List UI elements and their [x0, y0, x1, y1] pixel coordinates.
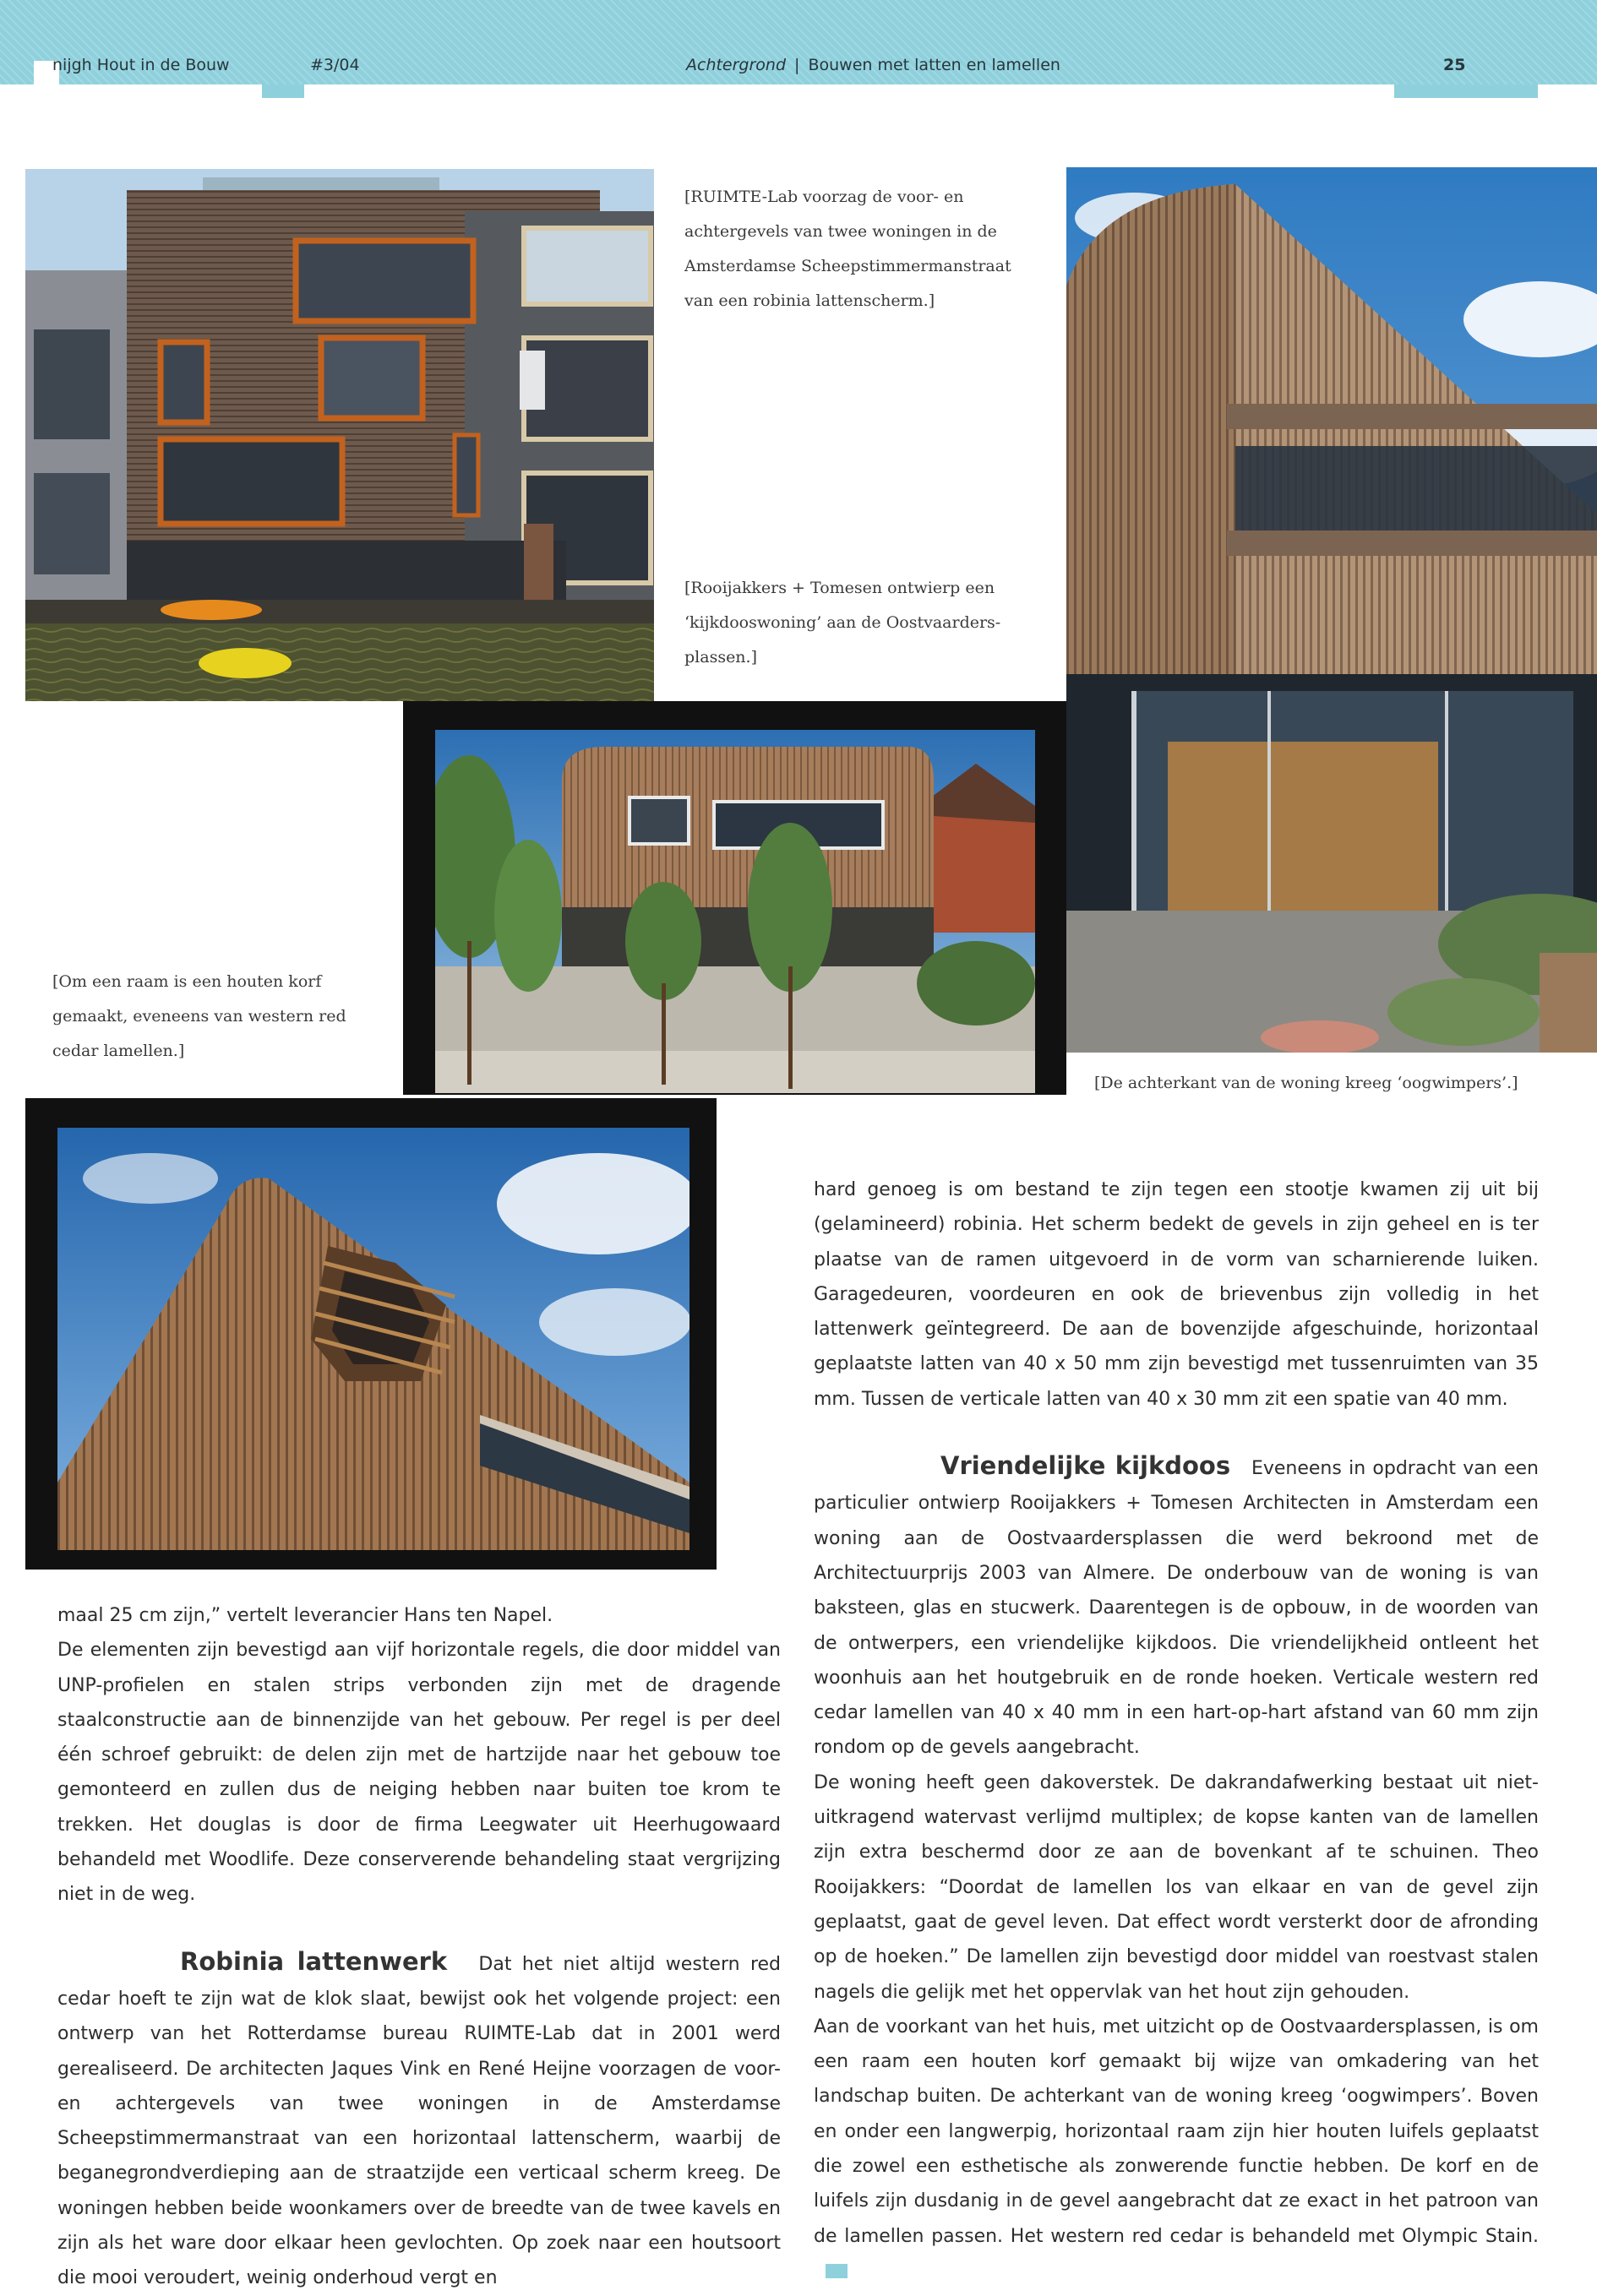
photo-ruimte-lab-houses	[25, 169, 654, 701]
section-label: Achtergrond	[686, 56, 787, 74]
article-end-mark	[826, 2264, 848, 2278]
article-title: Bouwen met latten en lamellen	[808, 56, 1060, 74]
photo-houten-korf	[57, 1128, 689, 1550]
paragraph	[814, 1449, 1539, 1766]
header-tab-right	[1394, 84, 1538, 98]
paragraph: maal 25 cm zijn,” vertelt leverancier Hans ten Napel.	[57, 1605, 553, 1626]
header-tab-left	[262, 84, 304, 98]
paragraph	[57, 1945, 781, 2296]
title-separator: |	[794, 56, 800, 74]
paragraph-text: Eveneens in opdracht van een particulier ontwierp Rooijakkers + Tomesen Architecten in Amsterdam een woning aan de Oostvaardersplassen die werd bekroond met de Architectuurprijs 2003 van Almere. De onderbouw van de woning is van baksteen, glas en stucwerk. Daarentegen is de opbouw, in de woorden van de ontwerpers, een vriendelijke kijkdoos. Die vriendelijkheid ontleent het woonhuis aan het houtgebruik en de ronde hoeken. Verticale western red cedar lamellen van 40 x 40 mm in een hart-op-hart afstand van 60 mm zijn rondom op de gevels aangebracht.	[814, 1458, 1539, 1759]
paragraph-text: Dat het niet altijd western red cedar hoeft te zijn wat de klok slaat, bewijst ook het volgende project: een ontwerp van het Rotterdamse bureau RUIMTE-Lab dat in 2001 werd gerealiseerd. De architecten Jaques Vink en René Heijne voorzagen de voor- en achtergevels van twee woningen in de Amsterdamse Scheepstimmermanstraat van een horizontaal lattenscherm, waarbij de beganegrondverdieping aan de straatzijde een verticaal scherm kreeg. De woningen hebben beide woonkamers over de breedte van de twee kavels en zijn als het ware door elkaar heen gevlochten. Op zoek naar een houtsoort die mooi veroudert, weinig onderhoud vergt en	[57, 1953, 782, 2289]
body-column-right	[814, 1172, 1539, 2288]
photo-kijkdooswoning-facade	[1066, 167, 1597, 1053]
photo-kijkdooswoning-garden	[435, 730, 1035, 1093]
caption-ruimte-lab: [RUIMTE-Lab voorzag de voor- en achtergevels van twee woningen in de Amsterdamse Scheepstimmermanstraat van een robinia lattenscherm.]	[684, 188, 1011, 310]
caption-korf: [Om een raam is een houten korf gemaakt, eveneens van western red cedar lamellen.]	[52, 972, 346, 1060]
paragraph	[814, 2010, 1539, 2288]
paragraph: De elementen zijn bevestigd aan vijf horizontale regels, die door middel van UNP-profielen en stalen strips verbonden zijn met de dragende staalconstructie aan de binnenzijde van het gebouw. Per regel is per deel één schroef gebruikt: de delen zijn met de hartzijde naar het gebouw toe gemonteerd en zullen dus de neiging hebben naar buiten toe krom te trekken. Het douglas is door de firma Leegwater uit Heerhugowaard behandeld met Woodlife. Deze conserverende behandeling staat vergrijzing niet in de weg.	[57, 1640, 781, 1906]
subheading-kijkdoos: Vriendelijke kijkdoos	[940, 1451, 1231, 1481]
running-title	[686, 56, 1060, 74]
paragraph: De woning heeft geen dakoverstek. De dakrandafwerking bestaat uit niet-uitkragend watervast verlijmd multiplex; de kopse kanten van de lamellen zijn extra beschermd door ze aan de bovenkant af te schuinen. Theo Rooijakkers: “Doordat de lamellen los van elkaar en van de gevel zijn geplaatst, gaat de gevel leven. Dat effect wordt versterkt door de afronding op de hoeken.” De lamellen zijn bevestigd door middel van roestvast stalen nagels die gelijk met het oppervlak van het hout zijn gehouden.	[814, 1771, 1539, 2003]
caption-oogwimpers: [De achterkant van de woning kreeg ‘oogwimpers’.]	[1094, 1074, 1518, 1092]
magazine-name: nijgh Hout in de Bouw	[52, 56, 230, 74]
issue-number: #3/04	[310, 56, 360, 74]
paragraph: hard genoeg is om bestand te zijn tegen een stootje kwamen zij uit bij (gelamineerd) robinia. Het scherm bedekt de gevels in zijn geheel en is ter plaatse van de ramen uitgevoerd in de vorm van scharnierende luiken. Garagedeuren, voordeuren en ook de brievenbus zijn volledig in het lattenwerk geïntegreerd. De aan de bovenzijde afgeschuinde, horizontaal geplaatste latten van 40 x 50 mm zijn bevestigd met tussenruimten van 35 mm. Tussen de verticale latten van 40 x 30 mm zit een spatie van 40 mm.	[814, 1179, 1539, 1410]
page-number: 25	[1443, 56, 1466, 74]
subheading-robinia: Robinia lattenwerk	[180, 1946, 448, 1976]
body-column-left	[57, 1598, 781, 2296]
paragraph-text: Aan de voorkant van het huis, met uitzicht op de Oostvaardersplassen, is om een raam een houten korf gemaakt bij wijze van omkadering van het landschap buiten. De achterkant van de woning kreeg ‘oogwimpers’. Boven en onder een langwerpig, horizontaal raam zijn hier houten luifels geplaatst die zowel een esthetische als zonwerende functie hebben. De korf en de luifels zijn dusdanig in de gevel aangebracht dat ze exact in het patroon van de lamellen passen. Het western red cedar is behandeld met Olympic Stain.	[814, 2016, 1539, 2247]
caption-rooijakkers: [Rooijakkers + Tomesen ontwierp een ‘kijkdooswoning’ aan de Oostvaarders-plassen.]	[684, 579, 1001, 666]
